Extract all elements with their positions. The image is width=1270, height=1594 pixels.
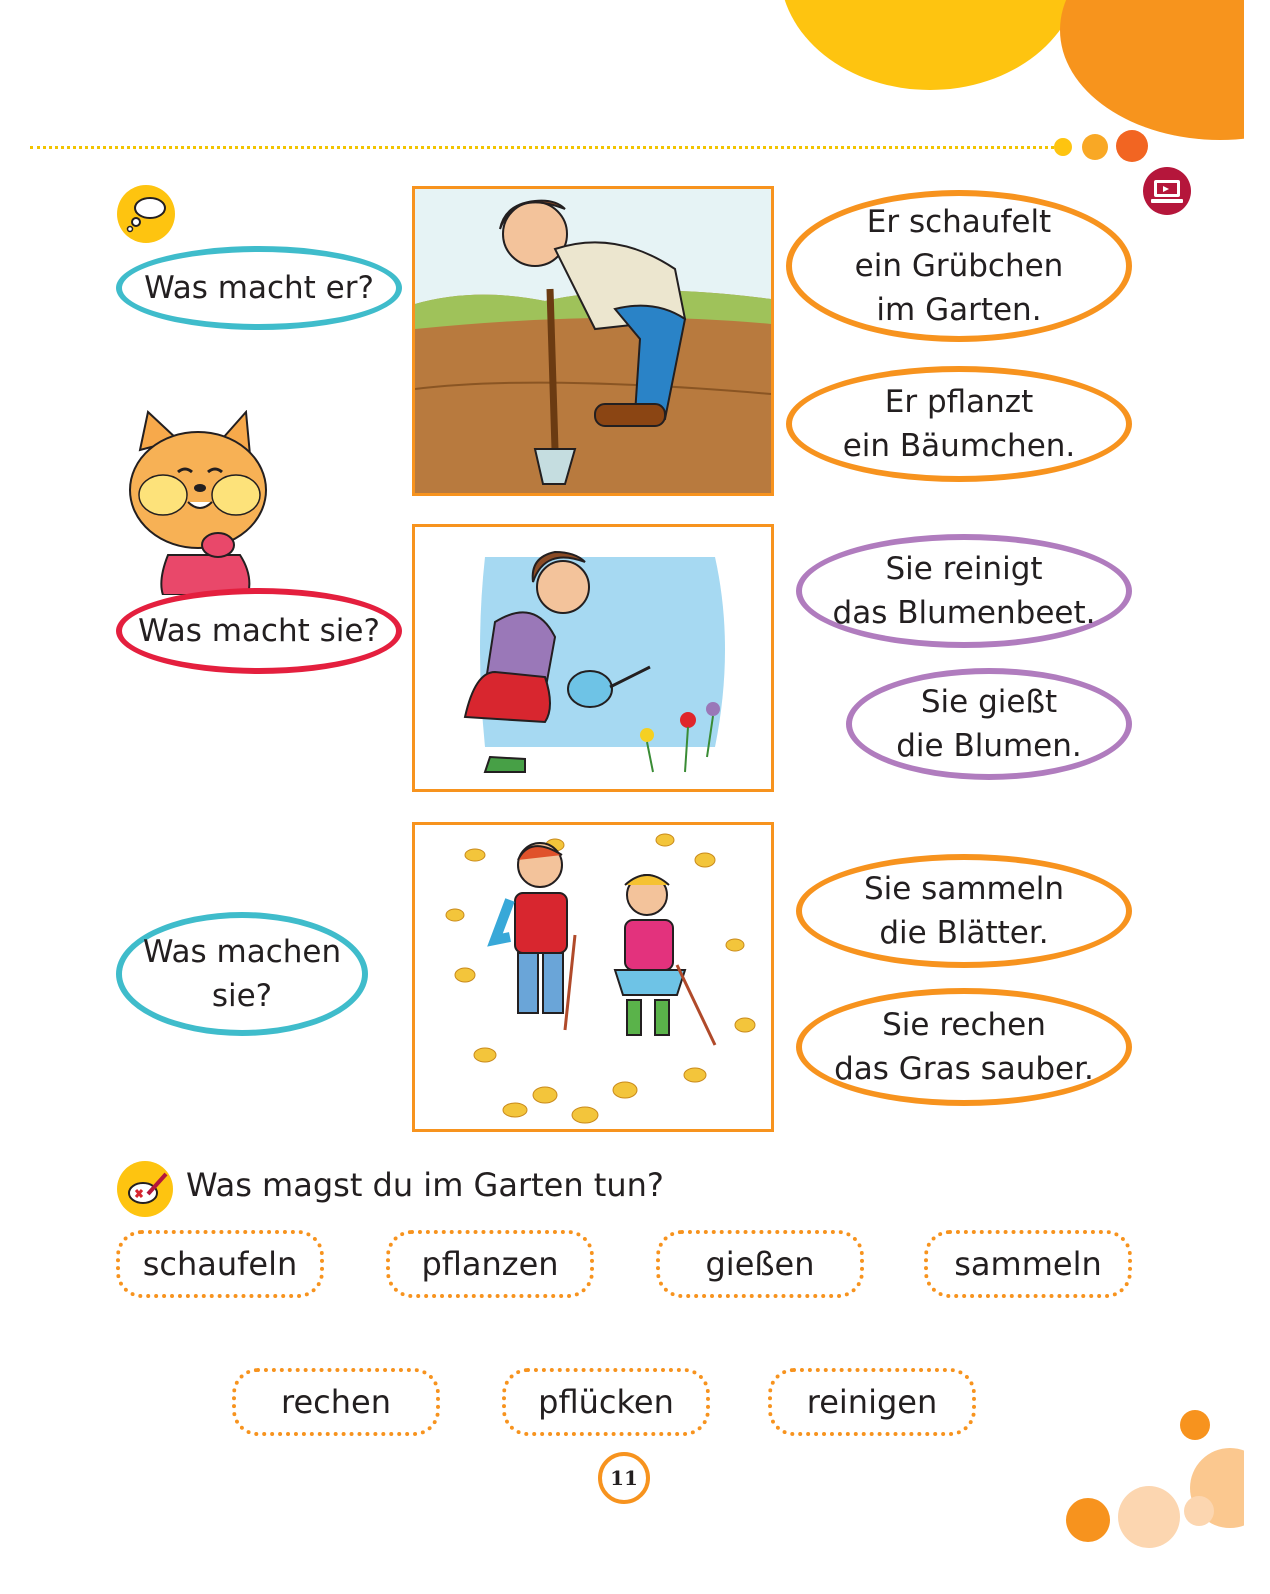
word-chip-pfluecken[interactable]: pflücken bbox=[502, 1368, 710, 1436]
header-dot-3 bbox=[1116, 130, 1148, 162]
word-chip-schaufeln[interactable]: schaufeln bbox=[116, 1230, 324, 1298]
bottom-dot-4 bbox=[1118, 1486, 1180, 1548]
answer-bubble-6 bbox=[796, 988, 1132, 1106]
answer-bubble-1 bbox=[786, 190, 1132, 342]
picture-children-raking-leaves bbox=[412, 822, 774, 1132]
answer-4-line2: die Blumen. bbox=[896, 728, 1082, 764]
answer-6-line1: Sie rechen bbox=[882, 1007, 1046, 1043]
answer-bubble-2 bbox=[786, 366, 1132, 482]
pencil-task-icon bbox=[116, 1160, 174, 1218]
picture-girl-watering bbox=[412, 524, 774, 792]
question-text-3-line1: Was machen bbox=[142, 934, 342, 970]
word-chip-rechen[interactable]: rechen bbox=[232, 1368, 440, 1436]
bottom-dot-3 bbox=[1066, 1498, 1110, 1542]
answer-3-line1: Sie reinigt bbox=[885, 551, 1043, 587]
answer-3-line2: das Blumenbeet. bbox=[832, 595, 1096, 631]
question-bubble-1 bbox=[116, 246, 402, 330]
computer-icon[interactable] bbox=[1142, 166, 1192, 216]
word-chip-pflanzen[interactable]: pflanzen bbox=[386, 1230, 594, 1298]
question-bubble-2 bbox=[116, 588, 402, 674]
word-chip-sammeln[interactable]: sammeln bbox=[924, 1230, 1132, 1298]
word-chip-reinigen[interactable]: reinigen bbox=[768, 1368, 976, 1436]
answer-1-line2: ein Grübchen bbox=[854, 248, 1064, 284]
header-dot-1 bbox=[1054, 138, 1072, 156]
header-dotted-line bbox=[30, 146, 1060, 149]
answer-5-line1: Sie sammeln bbox=[863, 871, 1065, 907]
bottom-dot-1 bbox=[1180, 1410, 1210, 1440]
thought-bubble-icon bbox=[116, 184, 176, 244]
question-text-3-line2: sie? bbox=[211, 978, 273, 1014]
answer-5-line2: die Blätter. bbox=[879, 915, 1049, 951]
question-text-1: Was macht er? bbox=[144, 270, 374, 306]
top-decoration-orange bbox=[1060, 0, 1270, 140]
answer-2-line1: Er pflanzt bbox=[884, 384, 1034, 420]
cat-mascot-illustration bbox=[128, 410, 278, 595]
right-margin bbox=[1244, 0, 1270, 1594]
answer-bubble-4 bbox=[846, 668, 1132, 780]
picture-boy-digging bbox=[412, 186, 774, 496]
top-decoration-yellow bbox=[780, 0, 1080, 90]
answer-bubble-3 bbox=[796, 534, 1132, 648]
answer-1-line1: Er schaufelt bbox=[866, 204, 1052, 240]
answer-bubble-5 bbox=[796, 854, 1132, 968]
answer-2-line2: ein Bäumchen. bbox=[842, 428, 1076, 464]
answer-4-line1: Sie gießt bbox=[920, 684, 1058, 720]
question-text-2: Was macht sie? bbox=[138, 613, 380, 649]
question-bubble-3 bbox=[116, 912, 368, 1036]
word-chip-giessen[interactable]: gießen bbox=[656, 1230, 864, 1298]
answer-6-line2: das Gras sauber. bbox=[834, 1051, 1094, 1087]
header-dot-2 bbox=[1082, 134, 1108, 160]
answer-1-line3: im Garten. bbox=[876, 292, 1042, 328]
task-question: Was magst du im Garten tun? bbox=[186, 1166, 664, 1204]
bottom-dot-5 bbox=[1184, 1496, 1214, 1526]
page-number: 11 bbox=[598, 1452, 650, 1504]
